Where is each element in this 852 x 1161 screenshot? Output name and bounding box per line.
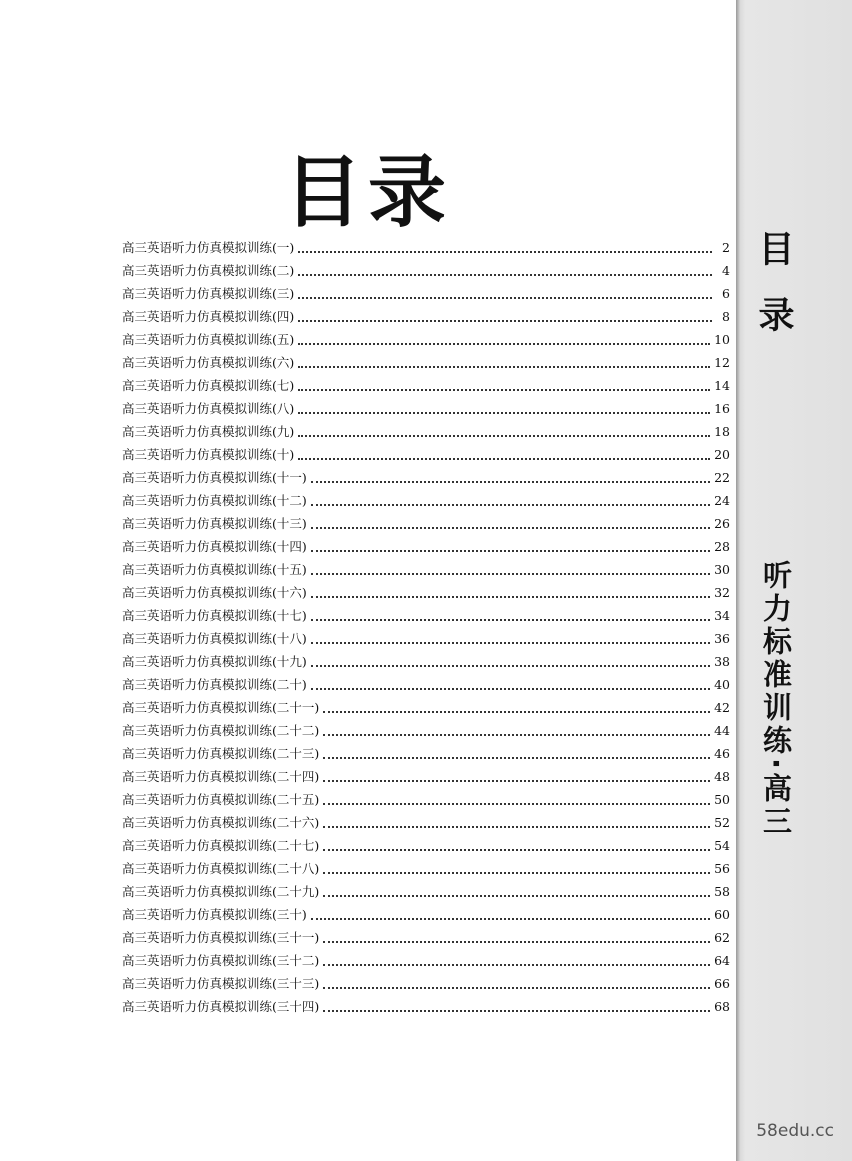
- toc-leader-dots: [311, 527, 710, 529]
- toc-entry-page-number: 16: [714, 401, 730, 416]
- toc-entry-page-number: 50: [714, 792, 730, 807]
- side-band-edge: [736, 0, 740, 1161]
- toc-entry-title: 高三英语听力仿真模拟训练(三十一): [122, 930, 320, 945]
- toc-entry-title: 高三英语听力仿真模拟训练(八): [122, 401, 295, 416]
- toc-leader-dots: [311, 481, 710, 483]
- toc-entry-title: 高三英语听力仿真模拟训练(三十二): [122, 953, 320, 968]
- toc-leader-dots: [298, 343, 710, 345]
- toc-entry-page-number: 12: [714, 355, 730, 370]
- toc-leader-dots: [298, 320, 712, 322]
- toc-entry-title: 高三英语听力仿真模拟训练(七): [122, 378, 295, 393]
- toc-entry-page-number: 40: [714, 677, 730, 692]
- toc-leader-dots: [323, 826, 710, 828]
- toc-entry[interactable]: [122, 604, 730, 627]
- toc-leader-dots: [311, 688, 710, 690]
- toc-leader-dots: [323, 1010, 710, 1012]
- toc-entry-title: 高三英语听力仿真模拟训练(十七): [122, 608, 307, 623]
- toc-entry[interactable]: [122, 949, 730, 972]
- toc-entry-page-number: 26: [714, 516, 730, 531]
- toc-entry-title: 高三英语听力仿真模拟训练(二): [122, 263, 295, 278]
- toc-entry-page-number: 30: [714, 562, 730, 577]
- toc-entry-title: 高三英语听力仿真模拟训练(二十二): [122, 723, 320, 738]
- toc-entry-title: 高三英语听力仿真模拟训练(三十四): [122, 999, 320, 1014]
- toc-entry-title: 高三英语听力仿真模拟训练(九): [122, 424, 295, 439]
- toc-entry[interactable]: [122, 627, 730, 650]
- toc-entry[interactable]: [122, 719, 730, 742]
- toc-entry[interactable]: [122, 305, 730, 328]
- toc-entry[interactable]: [122, 282, 730, 305]
- toc-entry[interactable]: [122, 903, 730, 926]
- toc-leader-dots: [311, 596, 710, 598]
- toc-entry[interactable]: [122, 765, 730, 788]
- toc-leader-dots: [323, 964, 710, 966]
- toc-entry[interactable]: [122, 512, 730, 535]
- toc-entry[interactable]: [122, 972, 730, 995]
- side-band-title: 目录: [753, 230, 794, 362]
- toc-entry-title: 高三英语听力仿真模拟训练(十四): [122, 539, 307, 554]
- toc-entry-page-number: 20: [714, 447, 730, 462]
- toc-leader-dots: [311, 665, 710, 667]
- toc-leader-dots: [298, 274, 712, 276]
- toc-leader-dots: [298, 389, 710, 391]
- toc-leader-dots: [298, 435, 710, 437]
- toc-entry-title: 高三英语听力仿真模拟训练(十五): [122, 562, 307, 577]
- toc-entry-page-number: 32: [714, 585, 730, 600]
- toc-entry-title: 高三英语听力仿真模拟训练(十二): [122, 493, 307, 508]
- toc-leader-dots: [323, 941, 710, 943]
- toc-entry-page-number: 24: [714, 493, 730, 508]
- toc-entry[interactable]: [122, 374, 730, 397]
- toc-entry-title: 高三英语听力仿真模拟训练(二十一): [122, 700, 320, 715]
- toc-entry[interactable]: [122, 880, 730, 903]
- toc-entry[interactable]: [122, 397, 730, 420]
- toc-entry[interactable]: [122, 489, 730, 512]
- toc-entry[interactable]: [122, 995, 730, 1018]
- table-of-contents: [122, 236, 730, 1018]
- toc-entry-page-number: 62: [714, 930, 730, 945]
- watermark: 58edu.cc: [756, 1121, 834, 1141]
- toc-entry-page-number: 64: [714, 953, 730, 968]
- toc-entry[interactable]: [122, 650, 730, 673]
- toc-entry-page-number: 4: [722, 263, 730, 278]
- page-title: 目录: [283, 148, 452, 238]
- toc-entry-title: 高三英语听力仿真模拟训练(二十八): [122, 861, 320, 876]
- toc-leader-dots: [323, 895, 710, 897]
- toc-entry-page-number: 42: [714, 700, 730, 715]
- toc-entry[interactable]: [122, 926, 730, 949]
- toc-entry-page-number: 22: [714, 470, 730, 485]
- toc-entry-page-number: 10: [714, 332, 730, 347]
- toc-leader-dots: [323, 849, 710, 851]
- toc-entry-title: 高三英语听力仿真模拟训练(十一): [122, 470, 307, 485]
- toc-leader-dots: [311, 918, 710, 920]
- toc-entry-page-number: 14: [714, 378, 730, 393]
- toc-entry[interactable]: [122, 811, 730, 834]
- toc-entry-title: 高三英语听力仿真模拟训练(二十三): [122, 746, 320, 761]
- toc-entry-title: 高三英语听力仿真模拟训练(四): [122, 309, 295, 324]
- side-band: [736, 0, 852, 1161]
- toc-entry-title: 高三英语听力仿真模拟训练(三十三): [122, 976, 320, 991]
- toc-entry[interactable]: [122, 535, 730, 558]
- toc-entry-title: 高三英语听力仿真模拟训练(二十四): [122, 769, 320, 784]
- toc-entry[interactable]: [122, 328, 730, 351]
- toc-leader-dots: [323, 803, 710, 805]
- toc-entry-page-number: 56: [714, 861, 730, 876]
- toc-entry-page-number: 8: [722, 309, 730, 324]
- toc-entry-page-number: 68: [714, 999, 730, 1014]
- toc-entry[interactable]: [122, 788, 730, 811]
- side-band-series: 听力标准训练·高三: [759, 560, 793, 840]
- toc-entry-title: 高三英语听力仿真模拟训练(十三): [122, 516, 307, 531]
- toc-leader-dots: [298, 458, 710, 460]
- toc-entry-title: 高三英语听力仿真模拟训练(十六): [122, 585, 307, 600]
- toc-entry-title: 高三英语听力仿真模拟训练(十九): [122, 654, 307, 669]
- toc-leader-dots: [323, 757, 710, 759]
- toc-entry[interactable]: [122, 351, 730, 374]
- toc-entry-page-number: 6: [722, 286, 730, 301]
- toc-entry[interactable]: [122, 673, 730, 696]
- toc-leader-dots: [311, 619, 710, 621]
- toc-leader-dots: [311, 550, 710, 552]
- toc-entry-page-number: 60: [714, 907, 730, 922]
- toc-entry-title: 高三英语听力仿真模拟训练(二十九): [122, 884, 320, 899]
- toc-entry-page-number: 28: [714, 539, 730, 554]
- toc-entry[interactable]: [122, 443, 730, 466]
- toc-entry-title: 高三英语听力仿真模拟训练(二十五): [122, 792, 320, 807]
- toc-leader-dots: [323, 987, 710, 989]
- toc-leader-dots: [311, 642, 710, 644]
- toc-entry-page-number: 54: [714, 838, 730, 853]
- toc-entry-page-number: 44: [714, 723, 730, 738]
- toc-entry-page-number: 34: [714, 608, 730, 623]
- toc-entry[interactable]: [122, 696, 730, 719]
- toc-entry[interactable]: [122, 558, 730, 581]
- toc-entry-page-number: 38: [714, 654, 730, 669]
- toc-entry-title: 高三英语听力仿真模拟训练(六): [122, 355, 295, 370]
- toc-leader-dots: [298, 297, 712, 299]
- toc-leader-dots: [323, 780, 710, 782]
- toc-leader-dots: [323, 711, 710, 713]
- toc-leader-dots: [323, 872, 710, 874]
- toc-entry-page-number: 36: [714, 631, 730, 646]
- toc-entry-title: 高三英语听力仿真模拟训练(三十): [122, 907, 307, 922]
- toc-entry-page-number: 66: [714, 976, 730, 991]
- toc-entry-page-number: 48: [714, 769, 730, 784]
- toc-entry-title: 高三英语听力仿真模拟训练(一): [122, 240, 295, 255]
- toc-entry[interactable]: [122, 834, 730, 857]
- toc-entry[interactable]: [122, 857, 730, 880]
- toc-leader-dots: [311, 504, 710, 506]
- toc-entry-title: 高三英语听力仿真模拟训练(十八): [122, 631, 307, 646]
- toc-entry[interactable]: [122, 420, 730, 443]
- toc-leader-dots: [298, 366, 710, 368]
- toc-leader-dots: [298, 412, 710, 414]
- toc-entry-page-number: 2: [722, 240, 730, 255]
- toc-entry[interactable]: [122, 466, 730, 489]
- toc-leader-dots: [298, 251, 712, 253]
- toc-entry-page-number: 58: [714, 884, 730, 899]
- toc-entry-page-number: 18: [714, 424, 730, 439]
- toc-entry-title: 高三英语听力仿真模拟训练(五): [122, 332, 295, 347]
- toc-entry-page-number: 46: [714, 746, 730, 761]
- toc-entry-title: 高三英语听力仿真模拟训练(十): [122, 447, 295, 462]
- toc-entry-title: 高三英语听力仿真模拟训练(二十七): [122, 838, 320, 853]
- toc-entry-title: 高三英语听力仿真模拟训练(二十六): [122, 815, 320, 830]
- toc-entry[interactable]: [122, 236, 730, 259]
- toc-entry-title: 高三英语听力仿真模拟训练(三): [122, 286, 295, 301]
- toc-leader-dots: [323, 734, 710, 736]
- toc-entry[interactable]: [122, 581, 730, 604]
- toc-entry[interactable]: [122, 259, 730, 282]
- toc-entry[interactable]: [122, 742, 730, 765]
- toc-entry-title: 高三英语听力仿真模拟训练(二十): [122, 677, 307, 692]
- toc-entry-page-number: 52: [714, 815, 730, 830]
- toc-leader-dots: [311, 573, 710, 575]
